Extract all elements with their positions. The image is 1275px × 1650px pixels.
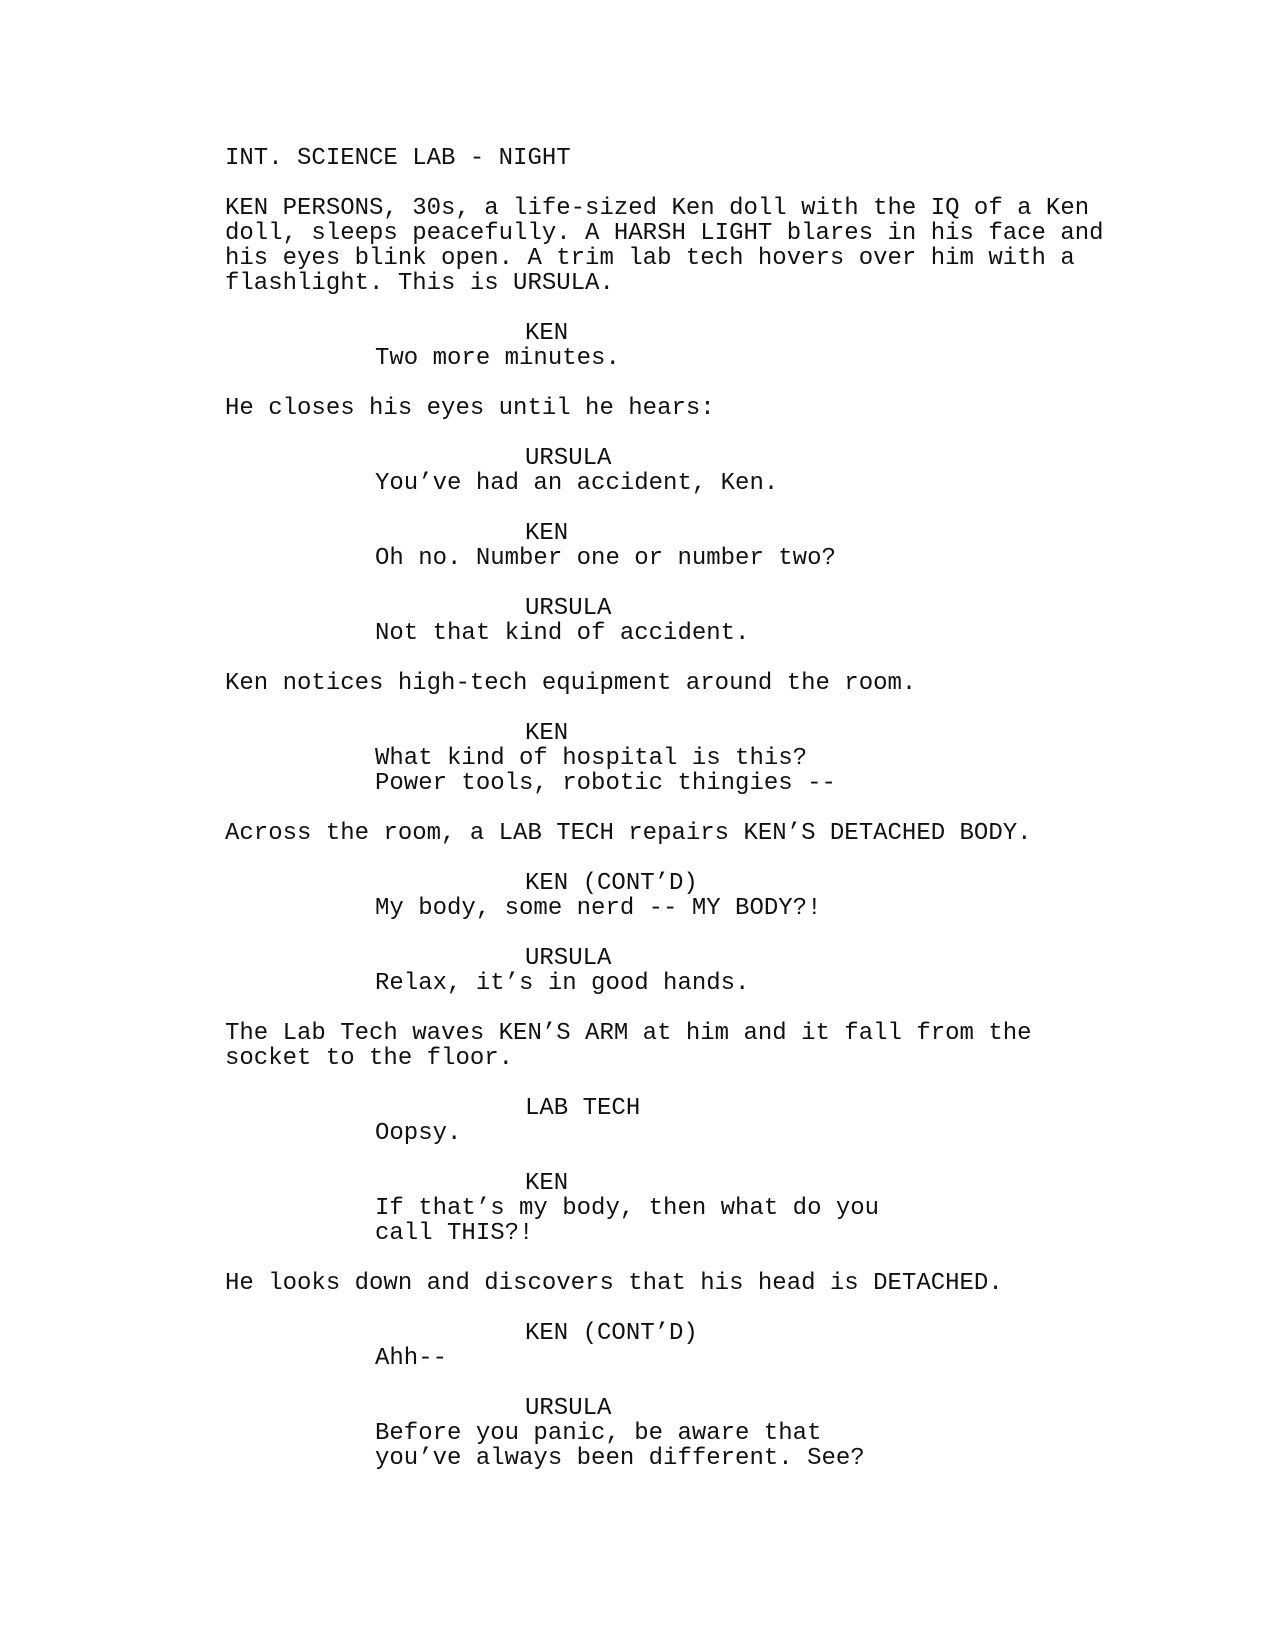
- action-line: flashlight. This is URSULA.: [225, 270, 614, 297]
- blank-line: [225, 696, 1125, 721]
- blank-line: [225, 646, 1125, 671]
- action-line: Ken notices high-tech equipment around the room.: [225, 670, 917, 697]
- scene-heading: INT. SCIENCE LAB - NIGHT: [225, 145, 571, 172]
- blank-line: [225, 1146, 1125, 1171]
- dialogue-line: If that’s my body, then what do you: [375, 1195, 880, 1222]
- blank-line: [225, 921, 1125, 946]
- character-cue: KEN: [525, 720, 569, 747]
- character-cue: URSULA: [525, 1395, 612, 1422]
- character-cue: KEN (CONT’D): [525, 1320, 698, 1347]
- dialogue-line: Oh no. Number one or number two?: [375, 545, 836, 572]
- blank-line: [225, 296, 1125, 321]
- action-line: KEN PERSONS, 30s, a life-sized Ken doll with the IQ of a Ken: [225, 195, 1090, 222]
- blank-line: [225, 1071, 1125, 1096]
- dialogue-block: [225, 621, 1125, 646]
- action-block: [225, 821, 1125, 846]
- blank-line: [225, 796, 1125, 821]
- dialogue-line: Oopsy.: [375, 1120, 462, 1147]
- blank-line: [225, 421, 1125, 446]
- dialogue-block: [225, 1121, 1125, 1146]
- blank-line: [225, 1246, 1125, 1271]
- blank-line: [225, 571, 1125, 596]
- blank-line: [225, 171, 1125, 196]
- action-line: The Lab Tech waves KEN’S ARM at him and it fall from the: [225, 1020, 1032, 1047]
- character-cue: KEN: [525, 1170, 569, 1197]
- character-cue: URSULA: [525, 595, 612, 622]
- action-line: doll, sleeps peacefully. A HARSH LIGHT blares in his face and: [225, 220, 1104, 247]
- dialogue-block: [225, 746, 1125, 796]
- dialogue-block: [225, 896, 1125, 921]
- dialogue-line: Two more minutes.: [375, 345, 620, 372]
- screenplay-body: [225, 146, 1125, 1471]
- dialogue-block: [225, 346, 1125, 371]
- character-cue: URSULA: [525, 445, 612, 472]
- blank-line: [225, 996, 1125, 1021]
- action-line: He closes his eyes until he hears:: [225, 395, 715, 422]
- blank-line: [225, 1371, 1125, 1396]
- dialogue-block: [225, 1196, 1125, 1246]
- dialogue-line: Relax, it’s in good hands.: [375, 970, 750, 997]
- blank-line: [225, 371, 1125, 396]
- dialogue-line: you’ve always been different. See?: [375, 1445, 865, 1472]
- dialogue-line: Not that kind of accident.: [375, 620, 750, 647]
- dialogue-block: [225, 1346, 1125, 1371]
- character-cue: KEN: [525, 320, 569, 347]
- dialogue-line: call THIS?!: [375, 1220, 534, 1247]
- dialogue-line: Before you panic, be aware that: [375, 1420, 822, 1447]
- character-cue: KEN (CONT’D): [525, 870, 698, 897]
- blank-line: [225, 1296, 1125, 1321]
- dialogue-block: [225, 971, 1125, 996]
- action-block: [225, 1271, 1125, 1296]
- action-block: [225, 396, 1125, 421]
- action-block: [225, 196, 1125, 296]
- dialogue-block: [225, 471, 1125, 496]
- dialogue-block: [225, 546, 1125, 571]
- blank-line: [225, 496, 1125, 521]
- character-cue: URSULA: [525, 945, 612, 972]
- blank-line: [225, 846, 1125, 871]
- action-block: [225, 1021, 1125, 1071]
- dialogue-line: My body, some nerd -- MY BODY?!: [375, 895, 822, 922]
- character-cue: KEN: [525, 520, 569, 547]
- action-line: He looks down and discovers that his head is DETACHED.: [225, 1270, 1003, 1297]
- dialogue-line: You’ve had an accident, Ken.: [375, 470, 779, 497]
- action-block: [225, 671, 1125, 696]
- action-line: Across the room, a LAB TECH repairs KEN’S DETACHED BODY.: [225, 820, 1032, 847]
- dialogue-line: Ahh--: [375, 1345, 448, 1372]
- dialogue-line: What kind of hospital is this?: [375, 745, 808, 772]
- dialogue-block: [225, 1421, 1125, 1471]
- action-line: socket to the floor.: [225, 1045, 514, 1072]
- action-line: his eyes blink open. A trim lab tech hovers over him with a: [225, 245, 1075, 272]
- dialogue-line: Power tools, robotic thingies --: [375, 770, 836, 797]
- character-cue: LAB TECH: [525, 1095, 641, 1122]
